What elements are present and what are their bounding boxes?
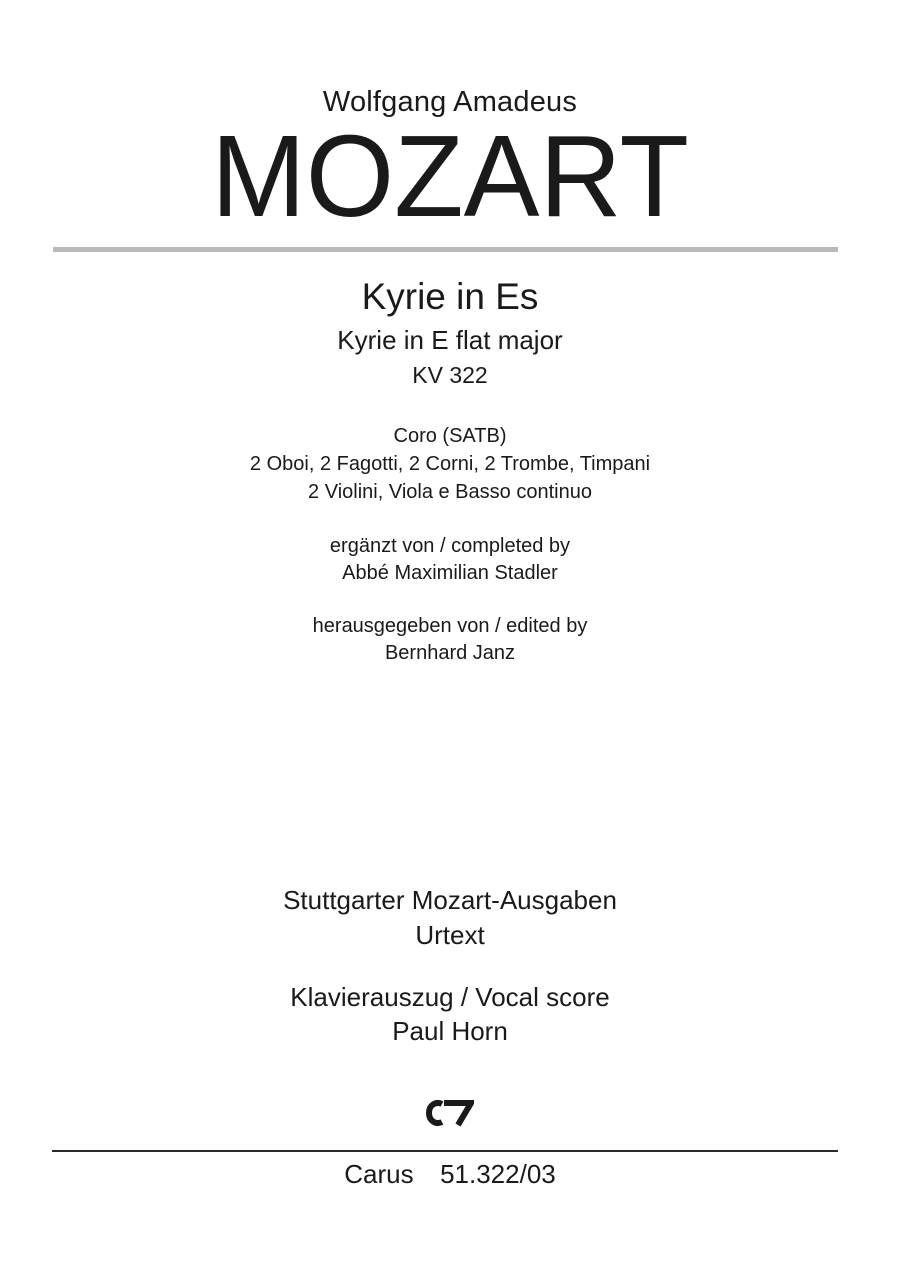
completed-by-name: Abbé Maximilian Stadler	[342, 562, 558, 584]
work-title-german: Kyrie in Es	[361, 276, 539, 317]
composer-last-name: MOZART	[211, 111, 689, 241]
completed-by-label: ergänzt von / completed by	[329, 535, 571, 557]
kochel-number: KV 322	[412, 362, 488, 388]
edited-by-label: herausgegeben von / edited by	[312, 615, 588, 637]
vocal-score-label: Klavierauszug / Vocal score	[290, 982, 610, 1012]
arranger-name: Paul Horn	[392, 1016, 508, 1046]
work-title-english: Kyrie in E flat major	[337, 325, 563, 355]
edition-series: Stuttgarter Mozart-Ausgaben	[283, 885, 617, 915]
top-divider	[53, 247, 838, 252]
scoring-line-choir: Coro (SATB)	[393, 425, 507, 447]
bottom-divider	[52, 1150, 838, 1152]
carus-logo-icon	[0, 1098, 900, 1133]
edition-type: Urtext	[415, 920, 485, 950]
composer-first-names: Wolfgang Amadeus	[322, 86, 578, 118]
scoring-line-strings: 2 Violini, Viola e Basso continuo	[308, 481, 592, 503]
edited-by-name: Bernhard Janz	[384, 642, 516, 664]
scoring-line-winds: 2 Oboi, 2 Fagotti, 2 Corni, 2 Trombe, Timpani	[249, 453, 651, 475]
publisher-catalog-number: Carus 51.322/03	[344, 1159, 556, 1189]
